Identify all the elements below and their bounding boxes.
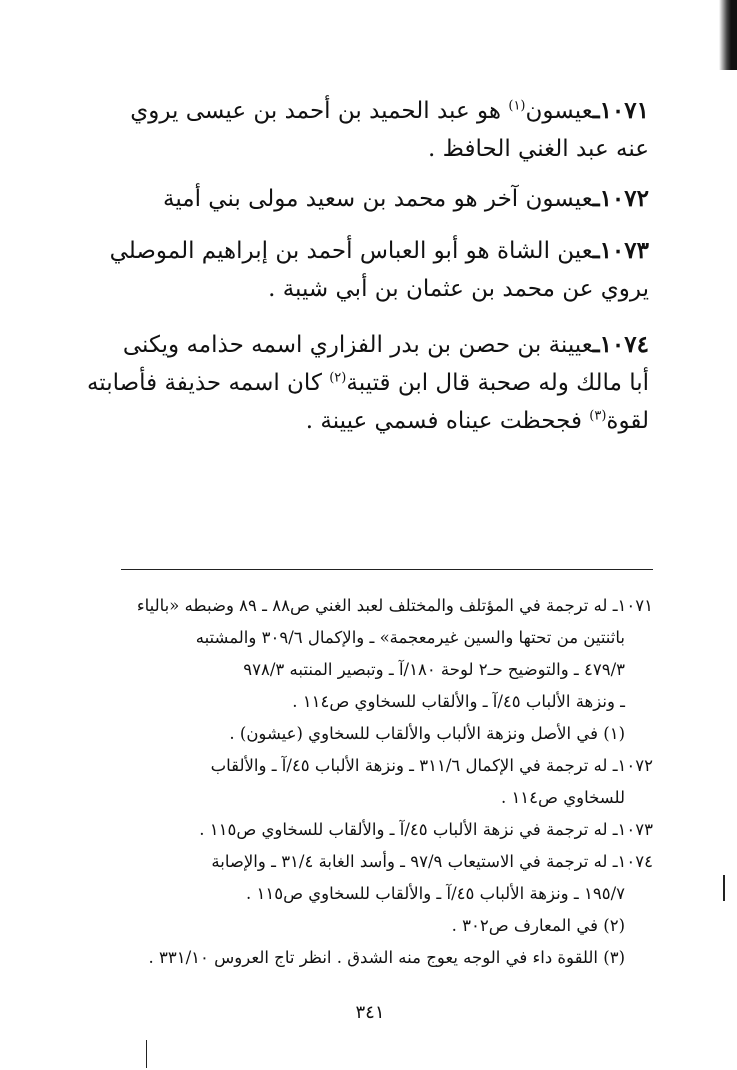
- footnote-line: (١) في الأصل ونزهة الألباب والألقاب للسخاوي (عيشون) .: [229, 724, 625, 743]
- page-number: ٣٤١: [355, 1002, 385, 1023]
- footnote-1072: [73, 750, 653, 814]
- entry-line: [74, 92, 649, 130]
- footnote-line: ١٠٧٣ـ له ترجمة في نزهة الألباب ٤٥/آ ـ والألقاب للسخاوي ص١١٥ .: [199, 820, 653, 839]
- footnote-line: (٣) اللقوة داء في الوجه يعوج منه الشدق . انظر تاج العروس ٣٣١/١٠ .: [148, 948, 625, 967]
- footnote-ref: (٣): [589, 408, 607, 424]
- footnote-line: باثنتين من تحتها والسين غيرمعجمة» ـ والإكمال ٣٠٩/٦ والمشتبه: [195, 628, 625, 647]
- entry-number: ١٠٧٤ـ: [592, 331, 649, 358]
- entry-1071: [74, 92, 649, 168]
- footnote-line: ـ ونزهة الألباب ٤٥/آ ـ والألقاب للسخاوي ص١١٤ .: [292, 692, 625, 711]
- entry-line: يروي عن محمد بن عثمان بن أبي شيبة .: [268, 276, 649, 302]
- footnote-line: ١٩٥/٧ ـ ونزهة الألباب ٤٥/آ ـ والألقاب للسخاوي ص١١٥ .: [245, 884, 625, 903]
- entry-line: [74, 364, 649, 402]
- footnote-line: ١٠٧٤ـ له ترجمة في الاستيعاب ٩٧/٩ ـ وأسد الغابة ٣١/٤ ـ والإصابة: [211, 852, 653, 871]
- scan-speck: [146, 1040, 147, 1068]
- entry-text: عيسون: [525, 98, 593, 124]
- footnote-line: (٢) في المعارف ص٣٠٢ .: [451, 916, 625, 935]
- entry-line: [74, 180, 649, 218]
- footnote-line: ١٠٧١ـ له ترجمة في المؤتلف والمختلف لعبد الغني ص٨٨ ـ ٨٩ وضبطه «بالياء: [136, 596, 653, 615]
- scan-speck: [723, 875, 725, 901]
- footnote-ref: (٢): [329, 370, 347, 386]
- entry-number: ١٠٧١ـ: [592, 97, 649, 124]
- footnote-1074: [73, 846, 653, 910]
- entry-number: ١٠٧٢ـ: [592, 185, 649, 212]
- footnote-note-1: [73, 718, 653, 750]
- entry-1072: [74, 180, 649, 218]
- footnote-1071: [73, 590, 653, 718]
- entry-1073: [74, 232, 649, 308]
- entry-line: [74, 232, 649, 270]
- footnote-note-2: [73, 910, 653, 942]
- footnote-ref: (١): [508, 98, 526, 114]
- entry-text: لقوة: [606, 408, 649, 434]
- footnote-line: ١٠٧٢ـ له ترجمة في الإكمال ٣١١/٦ ـ ونزهة الألباب ٤٥/آ ـ والألقاب: [210, 756, 653, 775]
- entry-number: ١٠٧٣ـ: [592, 237, 649, 264]
- entry-text: عيسون آخر هو محمد بن سعيد مولى بني أمية: [163, 186, 593, 212]
- entry-text: أبا مالك وله صحبة قال ابن قتيبة: [346, 370, 649, 396]
- footnote-line: للسخاوي ص١١٤ .: [500, 788, 625, 807]
- entry-text: كان اسمه حذيفة فأصابته: [86, 370, 330, 396]
- footnote-1073: [73, 814, 653, 846]
- entry-line: [74, 402, 649, 440]
- entry-line: عنه عبد الغني الحافظ .: [428, 136, 649, 162]
- footnote-line: ٤٧٩/٣ ـ والتوضيح حـ٢ لوحة ١٨٠/آ ـ وتبصير المنتبه ٩٧٨/٣: [243, 660, 625, 679]
- footnote-separator: [121, 569, 653, 570]
- footnote-note-3: [73, 942, 653, 974]
- entry-line: [74, 326, 649, 364]
- entry-text: فجحظت عيناه فسمي عيينة .: [305, 408, 590, 434]
- entry-1074: [74, 326, 649, 440]
- entry-text: عيينة بن حصن بن بدر الفزاري اسمه حذامه ويكنى: [122, 332, 593, 358]
- scan-edge-mark: [719, 0, 737, 70]
- entry-text: هو عبد الحميد بن أحمد بن عيسى يروي: [130, 98, 509, 124]
- entry-text: عين الشاة هو أبو العباس أحمد بن إبراهيم الموصلي: [109, 238, 593, 264]
